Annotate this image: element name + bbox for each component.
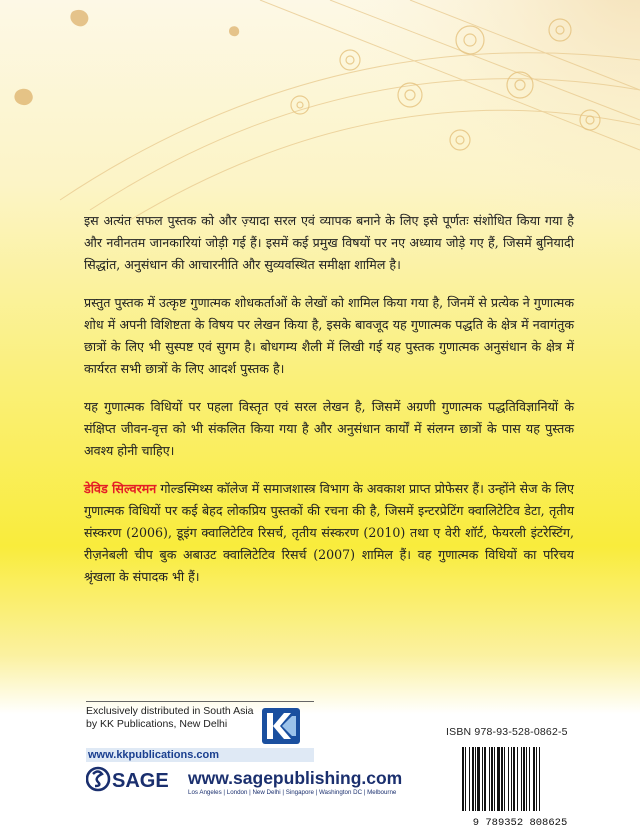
barcode-bar [494,747,495,811]
barcode-bar [462,747,464,811]
kk-publications-link[interactable]: www.kkpublications.com [88,749,220,761]
barcode-bar [472,747,474,811]
barcode-bar [523,747,525,811]
barcode-bar [533,747,535,811]
barcode-bar [491,747,493,811]
barcode-bar [521,747,522,811]
divider [86,701,314,702]
sage-logo [86,765,188,793]
description-paragraph-2: प्रस्तुत पुस्तक में उत्कृष्ट गुणात्मक शोधकर्ताओं के लेखों को शामिल किया गया है, जिनमें से प्रत्येक ने गुणात्मक शोध में अपनी विशिष्टता के विषय पर लेखन किया है, इसके बावजूद यह गुणात्मक पद्धति के क्षेत्र में नवागंतुक छात्रों के लिए भी सुस्पष्ट एवं सुगम है। बोधगम्य शैली में लिखी गई यह पुस्तक गुणात्मक अनुसंधान के क्षेत्र में कार्यरत सभी छात्रों के लिए आदर्श पुस्तक है। [84,295,574,376]
barcode-bar [513,747,515,811]
barcode-bar [529,747,530,811]
sage-publishing-link[interactable]: www.sagepublishing.com [188,768,403,788]
barcode-bar [511,747,512,811]
decorative-lace-pattern [0,0,640,220]
book-description [84,210,574,604]
barcode-bar [539,747,540,811]
barcode-bar [469,747,470,811]
isbn-barcode [450,741,590,829]
barcode-digits: 9 789352 808625 [472,817,568,829]
barcode-bar [526,747,527,811]
barcode-bar [497,747,500,811]
barcode-bar [517,747,518,811]
barcode-bar [475,747,476,811]
description-paragraph-3: यह गुणात्मक विधियों पर पहला विस्तृत एवं सरल लेखन है, जिसमें अग्रणी गुणात्मक पद्धतिविज्ञानियों के संक्षिप्त जीवन-वृत्त को भी संकलित किया गया है और अनुसंधान कार्यों में संलग्न छात्रों के पास यह पुस्तक अवश्य होनी चाहिए। [84,399,574,458]
distribution-line-1: Exclusively distributed in South Asia [86,705,254,717]
barcode-bar [508,747,509,811]
description-paragraph-1: इस अत्यंत सफल पुस्तक को और ज़्यादा सरल एवं व्यापक बनाने के लिए इसे पूर्णतः संशोधित किया गया है और नवीनतम जानकारियां जोड़ी गई हैं। इसमें कई प्रमुख विषयों पर नए अध्याय जोड़े गए हैं, जिसमें बुनियादी सिद्धांत, अनुसंधान की आचारनीति और सुव्यवस्थित समीक्षा शामिल है। [84,213,574,272]
isbn-label: ISBN 978-93-528-0862-5 [446,726,568,738]
author-bio [84,478,574,588]
sage-logo-text: SAGE [112,770,169,792]
author-name: डेविड सिल्वरमन [84,481,157,496]
barcode-bar [484,747,486,811]
author-bio-text: गोल्डस्मिथ्स कॉलेज में समाजशास्त्र विभाग के अवकाश प्राप्त प्रोफेसर हैं। उन्होंने सेज के लिए गुणात्मक विधियों पर कई बेहद लोकप्रिय पुस्तकों की रचना की है, जिसमें इन्टरप्रेटिंग क्वालिटेटिव डेटा, तृतीय संस्करण (2006), डूइंग क्वालिटेटिव रिसर्च, तृतीय संस्करण (2010) तथा ए वेरी शॉर्ट, फेयरली इंटरेस्टिंग, रीज़नेबली चीप बुक अबाउट क्वालिटेटिव रिसर्च (2007) शामिल हैं। वह गुणात्मक विधियों का परिचय श्रृंखला के संपादक भी हैं। [84,481,574,584]
distribution-line-2: by KK Publications, New Delhi [86,718,228,730]
barcode-bar [482,747,483,811]
barcode-bar [536,747,537,811]
barcode-bar [501,747,503,811]
barcode-bar [477,747,480,811]
barcode-bar [489,747,490,811]
sage-locations: Los Angeles | London | New Delhi | Singapore | Washington DC | Melbourne [188,789,397,796]
kk-publications-logo [262,708,300,744]
barcode-bar [504,747,505,811]
barcode-bar [465,747,466,811]
